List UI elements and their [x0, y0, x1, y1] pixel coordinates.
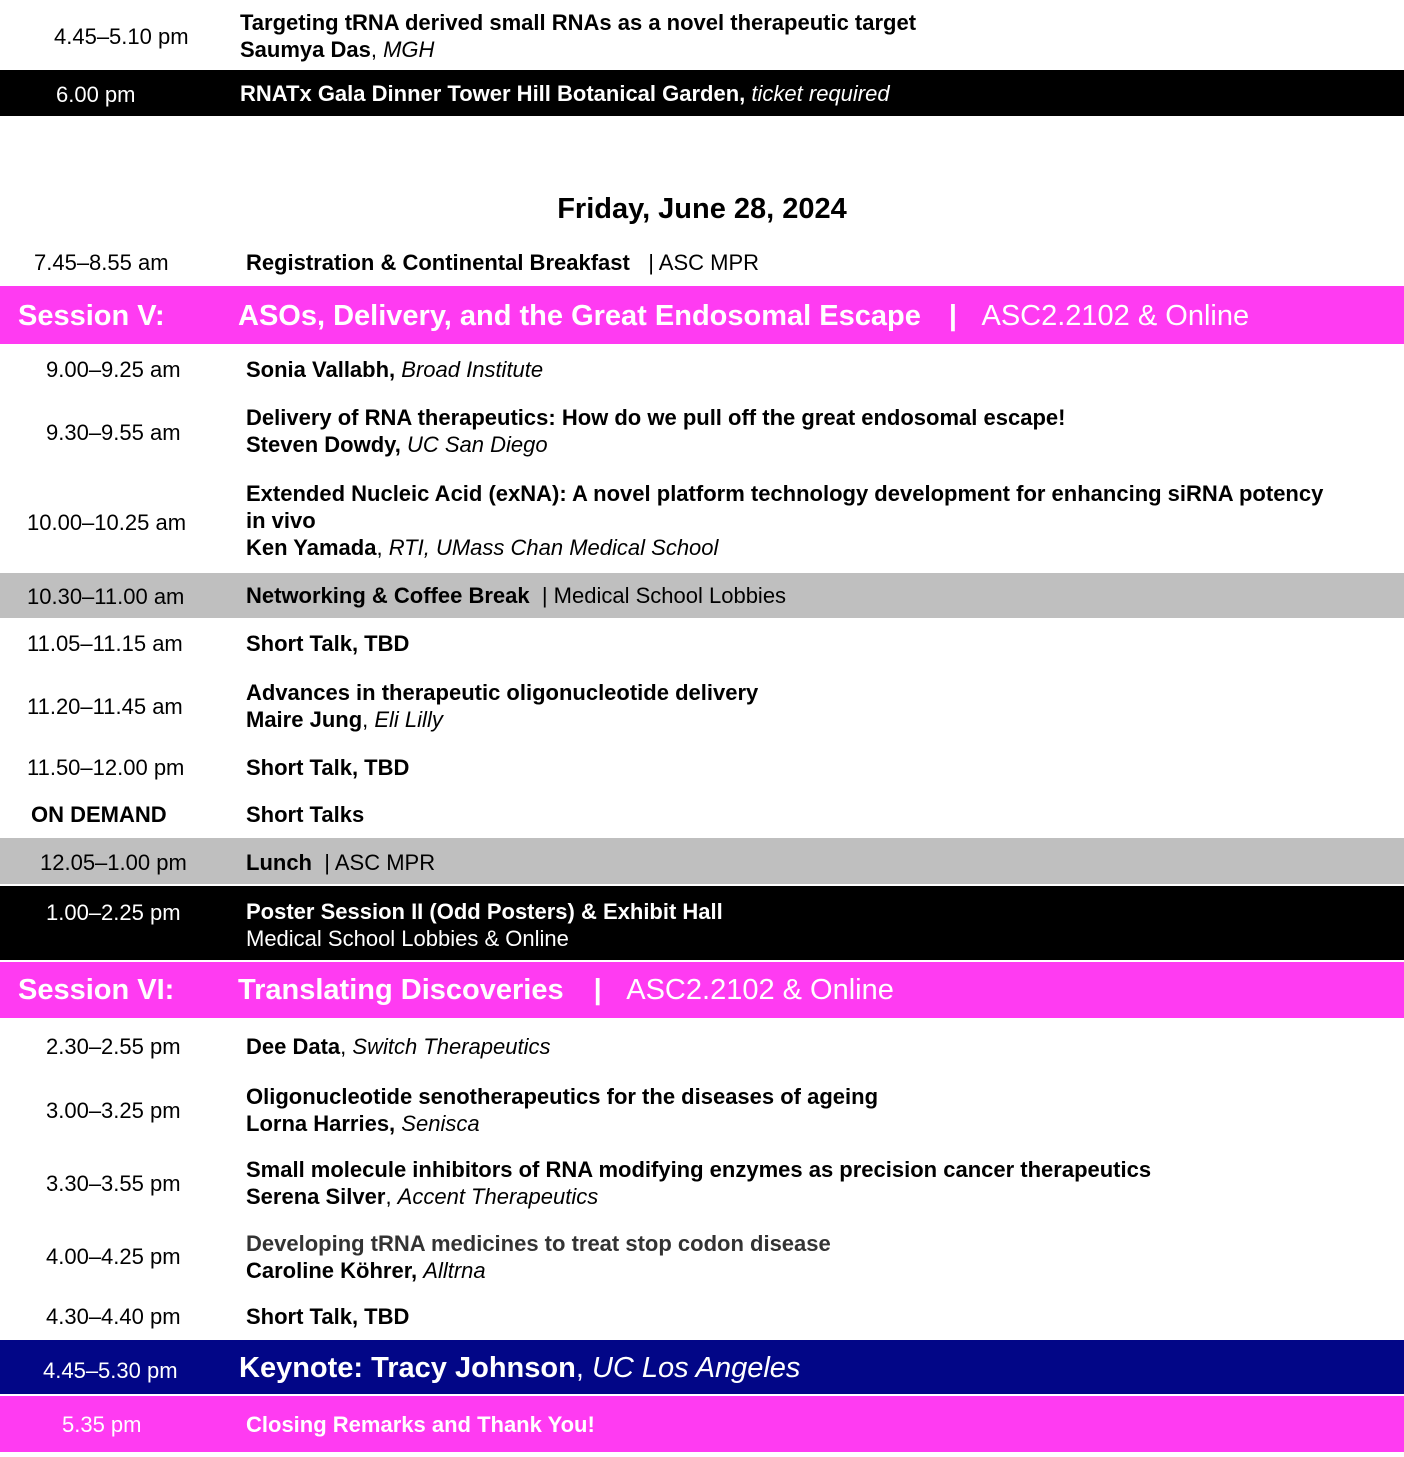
speaker-name: Caroline Köhrer, — [246, 1258, 418, 1283]
talk-title: Targeting tRNA derived small RNAs as a novel therapeutic target — [240, 10, 917, 35]
item-time: 5.35 pm — [62, 1412, 142, 1437]
item-content — [246, 1230, 831, 1284]
agenda-item-registration — [0, 244, 1404, 284]
item-time: 4.30–4.40 pm — [46, 1304, 181, 1329]
item-time: 3.00–3.25 pm — [46, 1098, 181, 1123]
talk-title: Short Talk, TBD — [246, 631, 410, 656]
item-content — [246, 249, 759, 276]
item-time: 10.30–11.00 am — [27, 584, 185, 609]
speaker-affiliation: Senisca — [401, 1111, 480, 1136]
item-time: 11.20–11.45 am — [27, 694, 183, 719]
speaker-affiliation: UC San Diego — [406, 432, 548, 457]
session-label: Session VI: — [18, 974, 175, 1006]
speaker-affiliation: Accent Therapeutics — [397, 1184, 599, 1209]
item-time: 1.00–2.25 pm — [46, 900, 181, 925]
talk-title: Short Talk, TBD — [246, 1304, 410, 1329]
speaker-affiliation: RTI, UMass Chan Medical School — [388, 535, 719, 560]
speaker-affiliation: Broad Institute — [401, 357, 544, 382]
item-content: Targeting tRNA derived small RNAs as a novel therapeutic target Saumya Das, MGH — [240, 10, 917, 62]
agenda-item-silver — [0, 1148, 1404, 1220]
talk-title: Short Talks — [246, 802, 365, 827]
agenda-item-poster-session — [0, 886, 1404, 960]
session-title: Translating Discoveries — [238, 974, 564, 1006]
item-time: ON DEMAND — [31, 802, 167, 827]
session-title: ASOs, Delivery, and the Great Endosomal Escape — [238, 300, 921, 332]
speaker-name: Saumya Das — [240, 37, 371, 62]
item-content: Extended Nucleic Acid (exNA): A novel platform technology development for enhancing siRNA potency in vivo Ken Yamada, RTI, UMass Chan Medical School — [246, 481, 1324, 560]
item-content — [246, 404, 1065, 458]
talk-title: Advances in therapeutic oligonucleotide delivery — [246, 680, 759, 705]
event-location: | Medical School Lobbies — [541, 583, 787, 608]
talk-title: Delivery of RNA therapeutics: How do we pull off the great endosomal escape! — [246, 405, 1066, 430]
speaker-affiliation: Switch Therapeutics — [352, 1034, 551, 1059]
day-heading: Friday, June 28, 2024 — [557, 193, 847, 225]
item-content: Dee Data, Switch Therapeutics — [246, 1034, 551, 1059]
agenda-item-dowdy — [0, 394, 1404, 470]
item-time: 12.05–1.00 pm — [40, 850, 187, 875]
agenda-item-harries — [0, 1074, 1404, 1146]
item-content — [246, 898, 723, 952]
item-time: 11.05–11.15 am — [27, 631, 183, 656]
event-title: RNATx Gala Dinner Tower Hill Botanical Garden, — [240, 81, 746, 106]
session-v-header — [0, 286, 1404, 344]
speaker-name: Dee Data — [246, 1034, 341, 1059]
speaker-name: Serena Silver — [246, 1184, 386, 1209]
event-location: | ASC MPR — [648, 250, 760, 275]
session-vi-header — [0, 962, 1404, 1018]
session-title-line — [238, 300, 1249, 333]
talk-title: Extended Nucleic Acid (exNA): A novel platform technology development for enhancing siRNA potency — [246, 481, 1324, 506]
session-separator: | — [948, 300, 958, 332]
event-title: Closing Remarks and Thank You! — [246, 1412, 595, 1437]
agenda-item-trna-fragments — [0, 0, 1404, 68]
agenda-item-jung — [0, 668, 1404, 742]
event-title: Poster Session II (Odd Posters) & Exhibit Hall — [246, 899, 723, 924]
agenda-item-short-talk-1 — [0, 620, 1404, 666]
agenda-item-on-demand — [0, 792, 1404, 836]
speaker-affiliation: Eli Lilly — [374, 707, 443, 732]
speaker-name: Ken Yamada — [246, 535, 377, 560]
session-location: ASC2.2102 & Online — [626, 974, 894, 1006]
event-location: | ASC MPR — [324, 850, 436, 875]
item-time: 4.00–4.25 pm — [46, 1244, 181, 1269]
item-content: Keynote: Tracy Johnson, UC Los Angeles — [239, 1352, 801, 1384]
item-content — [246, 582, 786, 609]
item-content — [246, 1083, 878, 1137]
agenda-item-yamada — [0, 472, 1404, 572]
item-time: 2.30–2.55 pm — [46, 1034, 181, 1059]
item-content — [240, 80, 890, 107]
item-content: Small molecule inhibitors of RNA modifying enzymes as precision cancer therapeutics Serena Silver, Accent Therapeutics — [246, 1157, 1152, 1209]
session-location: ASC2.2102 & Online — [981, 300, 1250, 332]
speaker-affiliation: UC Los Angeles — [591, 1352, 801, 1384]
item-time: 9.00–9.25 am — [46, 357, 181, 382]
item-time: 4.45–5.10 pm — [54, 24, 189, 49]
event-note: ticket required — [751, 81, 890, 106]
agenda-item-lunch — [0, 838, 1404, 884]
agenda-item-data — [0, 1020, 1404, 1072]
item-content — [246, 849, 435, 876]
item-time: 9.30–9.55 am — [46, 420, 181, 445]
item-time: 3.30–3.55 pm — [46, 1171, 181, 1196]
item-time: 6.00 pm — [56, 82, 136, 107]
item-content: Advances in therapeutic oligonucleotide delivery Maire Jung, Eli Lilly — [246, 680, 759, 732]
talk-title: Short Talk, TBD — [246, 755, 410, 780]
item-time: 7.45–8.55 am — [34, 250, 169, 275]
event-location: Medical School Lobbies & Online — [246, 926, 569, 951]
speaker-name: Sonia Vallabh, — [246, 357, 396, 382]
agenda-item-keynote — [0, 1340, 1404, 1394]
talk-title-continued: in vivo — [246, 508, 316, 533]
keynote-title: Keynote: Tracy Johnson — [239, 1352, 576, 1384]
agenda-item-kohrer — [0, 1222, 1404, 1292]
item-time: 10.00–10.25 am — [27, 510, 187, 535]
item-content — [246, 356, 543, 383]
item-time: 11.50–12.00 pm — [27, 755, 185, 780]
agenda-item-closing — [0, 1396, 1404, 1452]
item-time: 4.45–5.30 pm — [43, 1358, 178, 1383]
talk-title: Small molecule inhibitors of RNA modifying enzymes as precision cancer therapeutics — [246, 1157, 1152, 1182]
event-title: Lunch — [246, 850, 312, 875]
event-title: Registration & Continental Breakfast — [246, 250, 630, 275]
talk-title: Developing tRNA medicines to treat stop codon disease — [246, 1231, 831, 1256]
agenda-item-gala-dinner — [0, 70, 1404, 116]
event-title: Networking & Coffee Break — [246, 583, 530, 608]
agenda-item-short-talk-3 — [0, 1294, 1404, 1338]
speaker-name: Maire Jung — [246, 707, 363, 732]
agenda-item-vallabh — [0, 346, 1404, 392]
speaker-name: Steven Dowdy, — [246, 432, 401, 457]
session-separator: | — [593, 974, 602, 1006]
speaker-affiliation: MGH — [383, 37, 435, 62]
speaker-name: Lorna Harries, — [246, 1111, 396, 1136]
session-title-line — [238, 974, 894, 1007]
speaker-affiliation: Alltrna — [423, 1258, 486, 1283]
talk-title: Oligonucleotide senotherapeutics for the diseases of ageing — [246, 1084, 879, 1109]
agenda-item-short-talk-2 — [0, 744, 1404, 790]
session-label: Session V: — [18, 300, 165, 332]
agenda-item-coffee-break — [0, 573, 1404, 618]
